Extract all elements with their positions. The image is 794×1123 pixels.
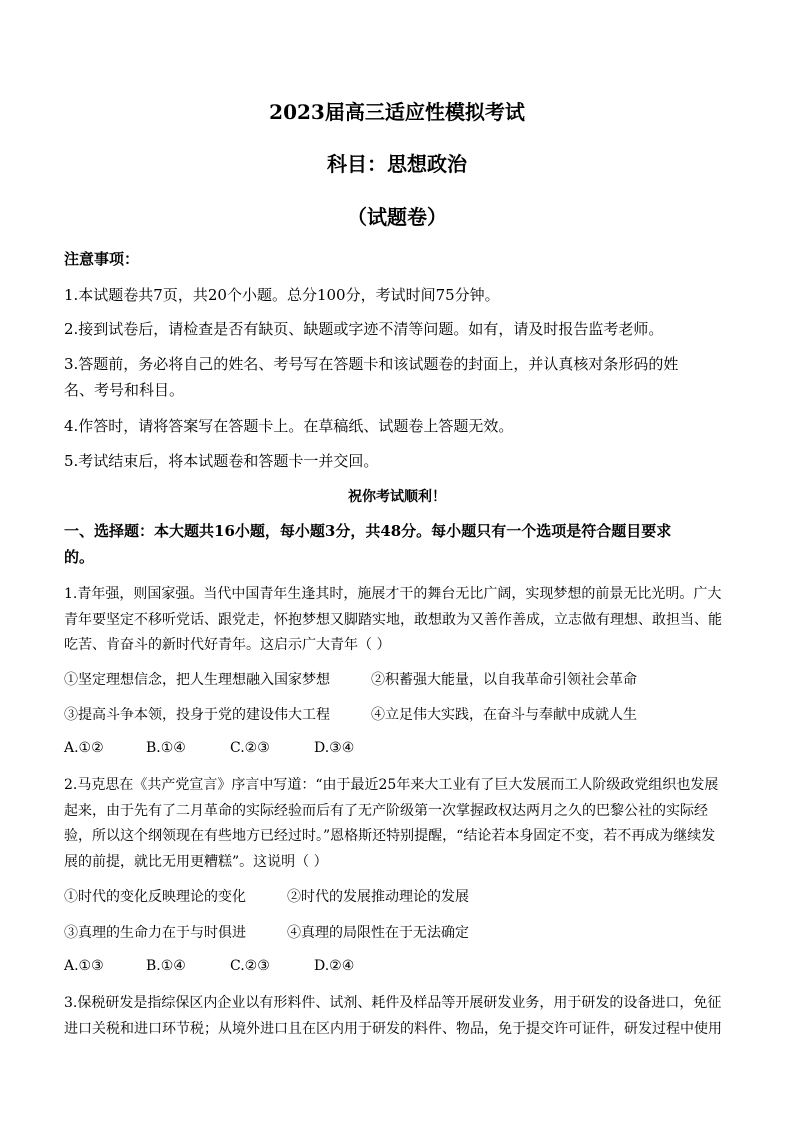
question-2-answer-a: A.①③ — [64, 958, 104, 974]
question-2-answer-b: B.①④ — [146, 958, 186, 974]
notice-item-4: 4.作答时，请将答案写在答题卡上。在草稿纸、试题卷上答题无效。 — [64, 417, 514, 435]
question-2-option-4: ④真理的局限性在于无法确定 — [287, 925, 469, 941]
question-1-option-3: ③提高斗争本领，投身于党的建设伟大工程 — [64, 707, 330, 723]
subject-line: 科目：思想政治 — [327, 152, 467, 176]
question-2-answer-d: D.②④ — [314, 958, 355, 974]
question-3-line-1: 3.保税研发是指综保区内企业以有形料件、试剂、耗件及样品等开展研发业务，用于研发的设备进口，免征 — [64, 995, 722, 1011]
question-1-option-2: ②积蓄强大能量，以自我革命引领社会革命 — [371, 672, 637, 688]
good-luck-text: 祝你考试顺利！ — [348, 489, 446, 505]
question-1-answer-d: D.③④ — [314, 740, 355, 756]
question-1-option-1: ①坚定理想信念，把人生理想融入国家梦想 — [64, 672, 330, 688]
notice-item-1: 1.本试题卷共7页，共20个小题。总分100分，考试时间75分钟。 — [64, 286, 500, 304]
question-2-line-2: 起来，由于先有了二月革命的实际经验而后有了无产阶级第一次掌握政权达两月之久的巴黎公社的实际经 — [64, 803, 708, 819]
question-1-answer-a: A.①② — [64, 740, 104, 756]
question-2-line-3: 验，所以这个纲领现在有些地方已经过时。”恩格斯还特别提醒，“结论若本身固定不变，若不再成为继续发 — [64, 828, 716, 844]
question-1-line-1: 1.青年强，则国家强。当代中国青年生逢其时，施展才干的舞台无比广阔，实现梦想的前景无比光明。广大 — [64, 586, 722, 602]
section-heading-line2: 的。 — [64, 548, 95, 566]
question-1-answer-b: B.①④ — [146, 740, 186, 756]
question-3-line-2: 进口关税和进口环节税；从境外进口且在区内用于研发的料件、物品，免于提交许可证件，研发过程中使用 — [64, 1021, 722, 1037]
question-2-option-3: ③真理的生命力在于与时俱进 — [64, 925, 246, 941]
section-heading-line1: 一、选择题：本大题共16小题，每小题3分，共48分。每小题只有一个选项是符合题目要求 — [64, 522, 672, 540]
notice-item-5: 5.考试结束后，将本试题卷和答题卡一并交回。 — [64, 452, 379, 470]
question-1-line-3: 吃苦、肯奋斗的新时代好青年。这启示广大青年（ ） — [64, 637, 391, 653]
question-2-line-4: 展的前提，就比无用更糟糕”。这说明（ ） — [64, 854, 328, 870]
question-1-answer-c: C.②③ — [230, 740, 270, 756]
question-2-option-1: ①时代的变化反映理论的变化 — [64, 889, 246, 905]
question-2-line-1: 2.马克思在《共产党宣言》序言中写道：“由于最近25年来大工业有了巨大发展而工人阶级政党组织也发展 — [64, 777, 719, 793]
notice-item-2: 2.接到试卷后，请检查是否有缺页、缺题或字迹不清等问题。如有，请及时报告监考老师。 — [64, 320, 664, 338]
question-1-line-2: 青年要坚定不移听党话、跟党走，怀抱梦想又脚踏实地，敢想敢为又善作善成，立志做有理想、敢担当、能 — [64, 612, 722, 628]
paper-type: （试题卷） — [347, 205, 447, 229]
notice-item-3-cont: 名、考号和科目。 — [64, 381, 185, 399]
question-2-answer-c: C.②③ — [230, 958, 270, 974]
notice-heading: 注意事项： — [64, 250, 140, 268]
question-2-option-2: ②时代的发展推动理论的发展 — [287, 889, 469, 905]
notice-item-3: 3.答题前，务必将自己的姓名、考号写在答题卡和该试题卷的封面上，并认真核对条形码的姓 — [64, 355, 679, 373]
question-1-option-4: ④立足伟大实践，在奋斗与奉献中成就人生 — [371, 707, 637, 723]
exam-title: 2023届高三适应性模拟考试 — [269, 100, 525, 124]
